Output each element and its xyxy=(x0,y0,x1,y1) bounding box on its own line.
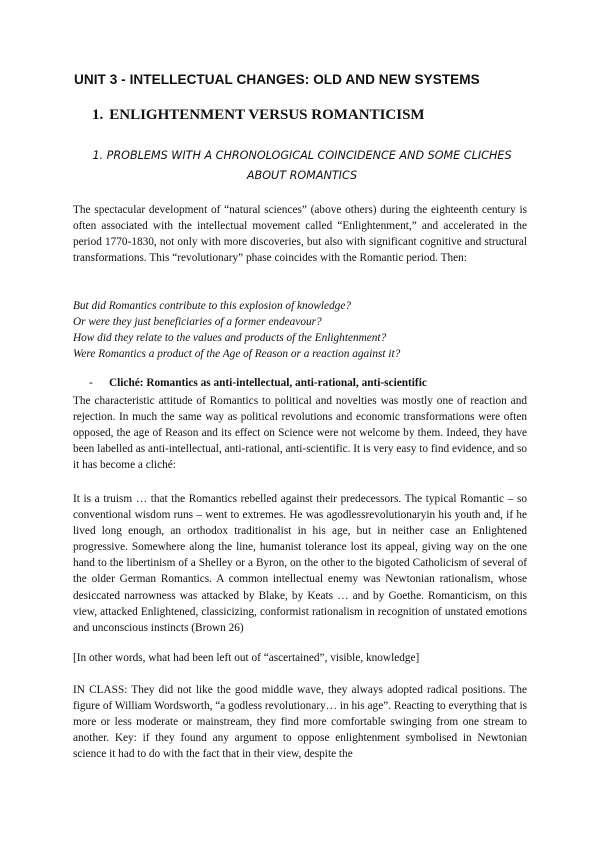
intro-paragraph: The spectacular development of “natural sciences” (above others) during the eighteenth century is often associated with the intellectual movement called “Enlightenment,” and accelerated in the period 1770-1830, not only with more discoveries, but also with significant cognitive and structural transformations. This “revolutionary” phase coincides with the Romantic period. Then: xyxy=(73,204,527,265)
question-item: But did Romantics contribute to this explosion of knowledge? xyxy=(73,300,351,312)
subsection-heading xyxy=(72,146,532,186)
bracket-note: [In other words, what had been left out of “ascertained”, visible, knowledge] xyxy=(73,652,420,664)
question-list xyxy=(73,298,527,362)
cliche-bullet xyxy=(89,377,427,389)
in-class-paragraph: IN CLASS: They did not like the good middle wave, they always adopted radical positions. The figure of William Wordsworth, “a godless revolutionary… in his age”. Reacting to everything that is more or less moderate or mainstream, they find more comfortable swinging from one stream to another. Key: if they found any argument to oppose enlightenment symbolised in Newtonian science it had to do with the fact that in their view, despite the xyxy=(73,684,527,761)
section-title: ENLIGHTENMENT VERSUS ROMANTICISM xyxy=(109,107,425,123)
unit-title: UNIT 3 - INTELLECTUAL CHANGES: OLD AND NEW SYSTEMS xyxy=(74,72,480,87)
subsection-title-line-2: ABOUT ROMANTICS xyxy=(246,169,358,182)
attitude-paragraph: The characteristic attitude of Romantics to political and novelties was mostly one of reaction and rejection. In much the same way as political revolutions and economic transformations were often opposed, the age of Reason and its effect on Science were not welcome by them. Indeed, they have been labelled as anti-intellectual, anti-rational, anti-scientific. It is very easy to find evidence, and so it has become a cliché: xyxy=(73,395,527,472)
question-item: How did they relate to the values and products of the Enlightenment? xyxy=(73,332,387,345)
section-number: 1. xyxy=(92,107,104,123)
section-heading xyxy=(92,107,425,124)
question-item: Were Romantics a product of the Age of Reason or a reaction against it? xyxy=(73,348,401,361)
question-item: Or were they just beneficiaries of a former endeavour? xyxy=(73,316,322,329)
cliche-heading: Cliché: Romantics as anti-intellectual, anti-rational, anti-scientific xyxy=(109,377,427,389)
subsection-title-line-1: 1. PROBLEMS WITH A CHRONOLOGICAL COINCIDENCE AND SOME CLICHES xyxy=(92,149,512,162)
quote-paragraph: It is a truism … that the Romantics rebelled against their predecessors. The typical Romantic – so conventional wisdom runs – went to extremes. He was agodlessrevolutionaryin his youth and, if he lived long enough, an orthodox traditionalist in his age, but in neither case an Enlightened progressive. Somewhere along the line, humanist tolerance lost its appeal, giving way on the one hand to the libertinism of a Shelley or a Byron, on the other to the bigoted Catholicism of several of the older German Romantics. A common intellectual enemy was Newtonian rationalism, whose desiccated narrowness was attacked by Blake, by Keats … and by Goethe. Romanticism, on this view, attacked Enlightened, classicizing, conformist rationalism in recognition of unstated emotions and unconscious instincts (Brown 26) xyxy=(73,493,527,634)
bullet-dash: - xyxy=(89,377,93,389)
